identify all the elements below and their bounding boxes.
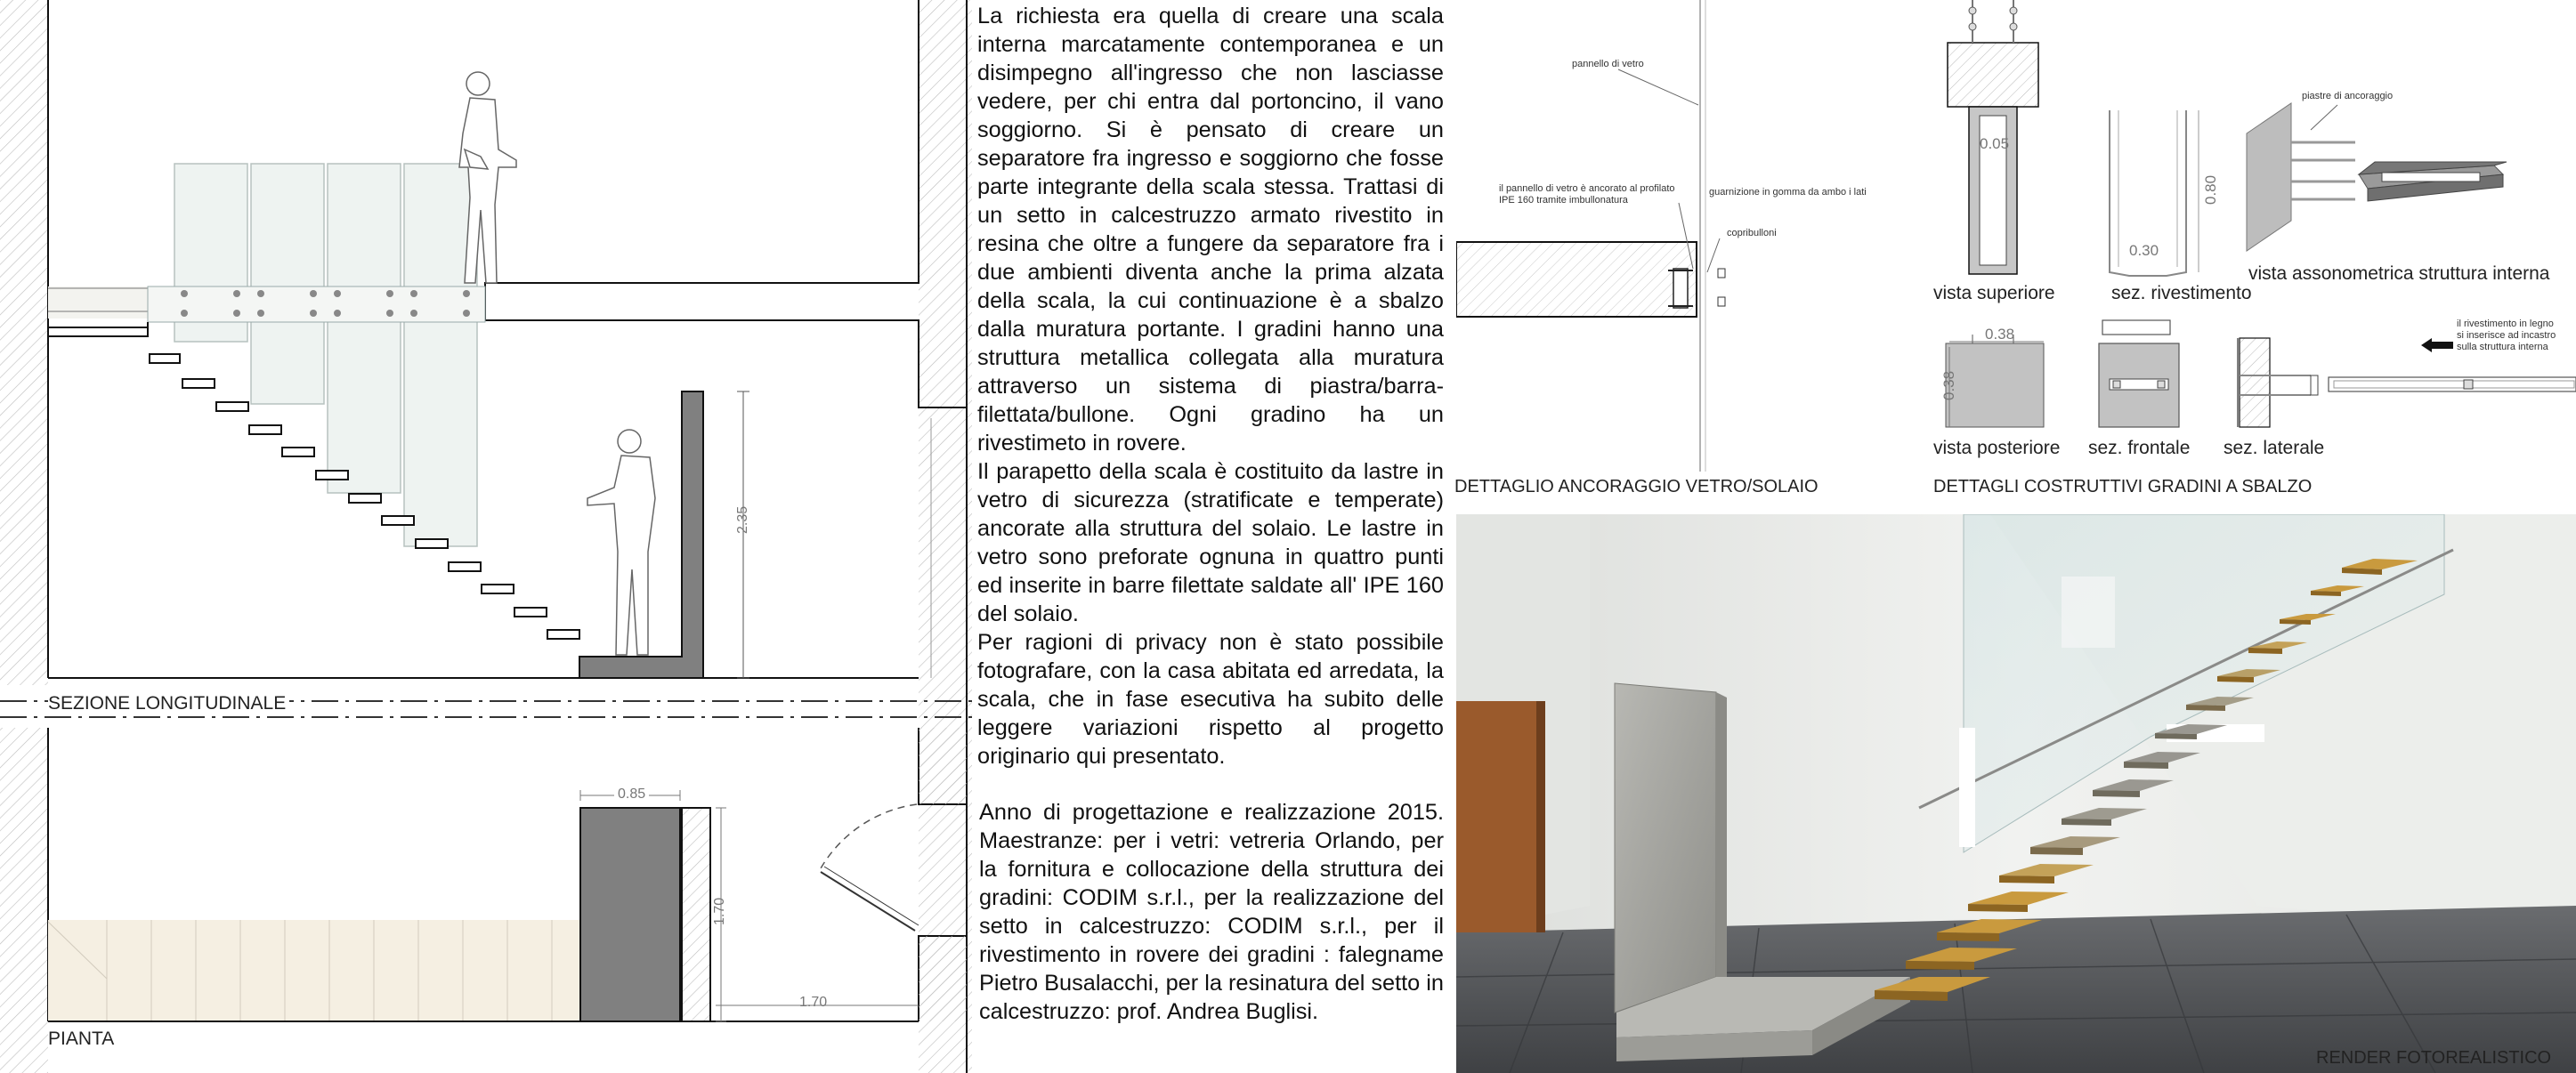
glass-parapet-panels: [148, 164, 485, 546]
dim-plan-width: 1.70: [799, 995, 828, 1010]
dim-0-38-horizontal: 0.38: [1985, 326, 2015, 343]
label-top-view: vista superiore: [1933, 283, 2055, 303]
label-side-section: sez. laterale: [2224, 438, 2325, 458]
section-title: SEZIONE LONGITUDINALE: [48, 693, 289, 714]
dim-0-30: 0.30: [2129, 242, 2159, 259]
plan-floor-area: [48, 920, 580, 1021]
dim-height-section: 2.35: [735, 505, 750, 534]
step-construction-details-drawing: [1937, 0, 2576, 507]
credits-paragraph: Anno di progettazione e realizzazione 2015. Maestranze: per i vetri: vetreria Orlando, per la fornitura e collocazione della struttura dei gradini: CODIM s.r.l., per la realizzazione del setto in calcestruzzo: CODIM s.r.l., per il rivestimento in rovere dei gradini : falegname Pietro Busalacchi, per la resinatura del setto in calcestruzzo: prof. Andrea Buglisi.: [979, 800, 1444, 1024]
step-details-title: DETTAGLI COSTRUTTIVI GRADINI A SBALZO: [1933, 477, 2313, 496]
glass-anchor-detail-drawing: [1456, 0, 1937, 507]
description-paragraph-2: Il parapetto della scala è costituito da lastre in vetro di sicurezza (stratificate e temperate) ancorate alla struttura del solaio. Le lastre in vetro sono preforate ognuna in quattro punti ed inserite in barre filettate saldate all' IPE 160 del solaio.: [977, 459, 1444, 626]
render-scene: [1456, 514, 2576, 1073]
door-wood: [1456, 701, 1536, 932]
note-anchor-plates: piastre di ancoraggio: [2302, 91, 2394, 101]
note-bolt-cover: copribulloni: [1727, 228, 1777, 238]
render-caption: RENDER FOTOREALISTICO: [2316, 1048, 2552, 1068]
note-glass-anchor: il pannello di vetro è ancorato al profilato IPE 160 tramite imbullonatura: [1499, 183, 1675, 206]
human-figure-lower: [587, 430, 655, 655]
dim-0-80: 0.80: [2202, 174, 2219, 205]
dim-wall-width: 0.85: [614, 787, 649, 803]
photorealistic-render: [1456, 514, 2576, 1073]
glass-detail-title: DETTAGLIO ANCORAGGIO VETRO/SOLAIO: [1454, 477, 1819, 496]
note-glass-panel: pannello di vetro: [1572, 59, 1644, 69]
section-and-plan-drawing: [0, 0, 972, 1073]
label-axonometric-view: vista assonometrica struttura interna: [2248, 263, 2550, 284]
project-description: [977, 2, 1444, 770]
plan-title: PIANTA: [48, 1029, 115, 1049]
label-rear-view: vista posteriore: [1933, 438, 2061, 458]
note-wood-cladding: il rivestimento in legno si inserisce ad incastro sulla struttura interna: [2457, 319, 2556, 352]
description-paragraph-1: La richiesta era quella di creare una scala interna marcatamente contemporanea e un disimpegno all'ingresso che non lasciasse vedere, per chi entra dal portoncino, il vano soggiorno. Si è pensato di creare un separatore fra ingresso e soggiorno che fosse parte integrante della scala stessa. Trattasi di un setto in calcestruzzo armato rivestito in resina che oltre a fungere da separatore fra i due ambienti diventa anche la prima alzata della scala, la cui continuazione è a sbalzo dalla muratura portante. I gradini hanno una struttura metallica collegata alla muratura attraverso un sistema di piastra/barra-filettata/bullone. Ogni gradino ha un rivestimeto in rovere.: [977, 4, 1444, 456]
plan-door-swing: [821, 804, 919, 931]
dim-plan-height: 1.70: [712, 897, 727, 925]
label-front-section: sez. frontale: [2088, 438, 2191, 458]
project-credits: [979, 798, 1444, 1026]
description-paragraph-3: Per ragioni di privacy non è stato possibile fotografare, con la casa abitata ed arredata, la scala, che in fase esecutiva ha subito delle leggere variazioni rispetto al progetto originario qui presentato.: [977, 630, 1444, 769]
note-rubber-gasket: guarnizione in gomma da ambo i lati: [1709, 187, 1867, 198]
dim-0-38-vertical: 0.38: [1940, 370, 1957, 400]
label-cladding-section: sez. rivestimento: [2111, 283, 2252, 303]
dim-0-05: 0.05: [1980, 135, 2010, 152]
